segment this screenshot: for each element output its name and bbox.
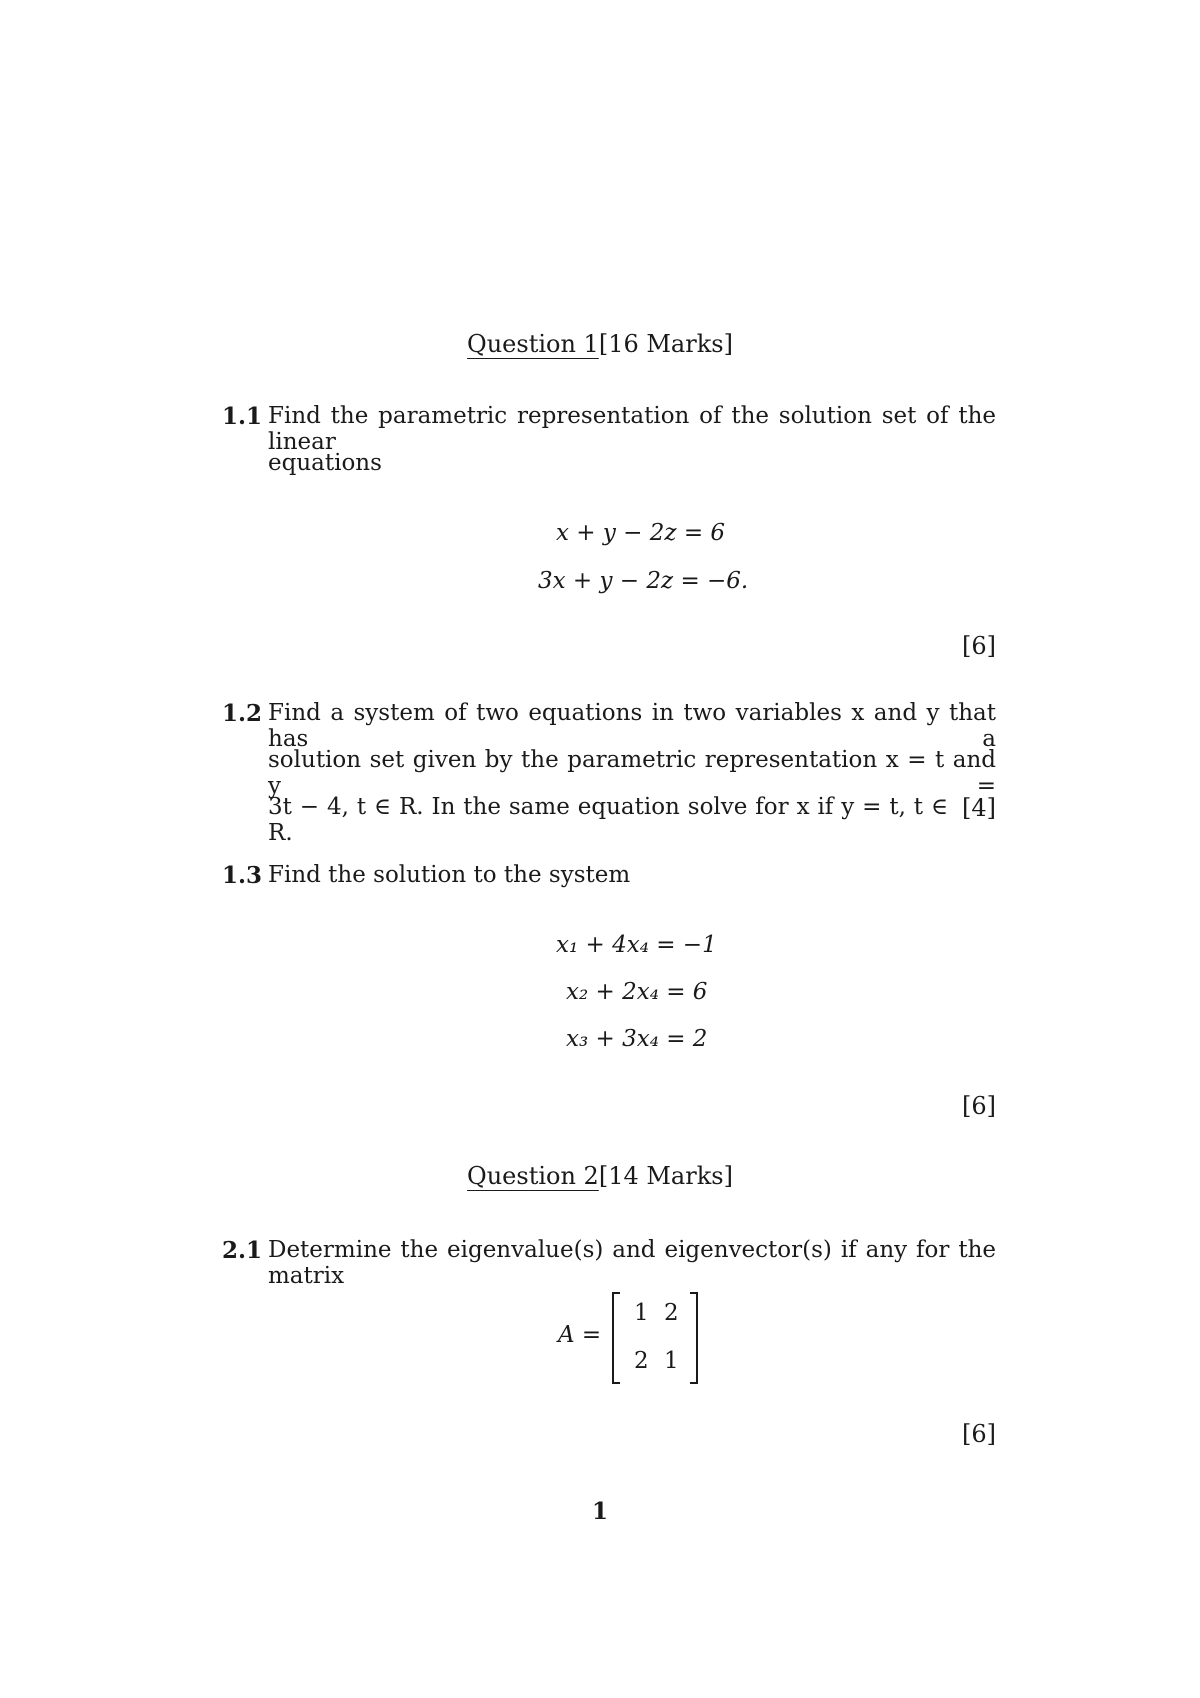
question-2-marks: [14 Marks] — [598, 1162, 733, 1190]
matrix-cell-1-1: 1 — [634, 1300, 649, 1326]
equation-1-1-b: 3x + y − 2z = −6. — [538, 568, 749, 594]
question-number-1-3: 1.3 — [222, 862, 263, 889]
question-1-1-line-2: equations — [268, 450, 382, 476]
question-2-heading — [0, 1162, 1200, 1190]
equation-1-3-c: x₃ + 3x₄ = 2 — [566, 1026, 708, 1052]
marks-2-1: [6] — [962, 1420, 996, 1448]
question-1-2-line-3: 3t − 4, t ∈ R. In the same equation solve for x if y = t, t ∈ R. — [268, 794, 948, 846]
question-number-2-1: 2.1 — [222, 1237, 263, 1264]
question-1-heading — [0, 330, 1200, 358]
marks-1-2: [4] — [962, 794, 996, 822]
question-1-title: Question 1 — [467, 330, 599, 358]
equation-1-1-a: x + y − 2z = 6 — [556, 520, 726, 546]
matrix-cell-1-2: 2 — [664, 1300, 679, 1326]
matrix-cell-2-2: 1 — [664, 1348, 679, 1374]
question-1-1-line-1: Find the parametric representation of the solution set of the linear — [268, 403, 996, 455]
question-2-title: Question 2 — [467, 1162, 599, 1190]
matrix-cell-2-1: 2 — [634, 1348, 649, 1374]
question-1-2-line-2: solution set given by the parametric representation x = t and y = — [268, 747, 996, 799]
question-1-2-line-1: Find a system of two equations in two variables x and y that has a — [268, 700, 996, 752]
matrix-a — [558, 1292, 698, 1384]
right-bracket — [690, 1292, 698, 1384]
question-1-3-line-1: Find the solution to the system — [268, 862, 631, 888]
page-number: 1 — [591, 1498, 608, 1525]
equation-1-3-a: x₁ + 4x₄ = −1 — [556, 932, 717, 958]
question-2-1-line-1: Determine the eigenvalue(s) and eigenvector(s) if any for the matrix — [268, 1237, 996, 1289]
matrix-label: A = — [558, 1322, 602, 1348]
left-bracket — [612, 1292, 620, 1384]
equation-1-3-b: x₂ + 2x₄ = 6 — [566, 979, 708, 1005]
question-1-marks: [16 Marks] — [598, 330, 733, 358]
marks-1-1: [6] — [962, 632, 996, 660]
question-number-1-1: 1.1 — [222, 403, 263, 430]
question-number-1-2: 1.2 — [222, 700, 263, 727]
marks-1-3: [6] — [962, 1092, 996, 1120]
